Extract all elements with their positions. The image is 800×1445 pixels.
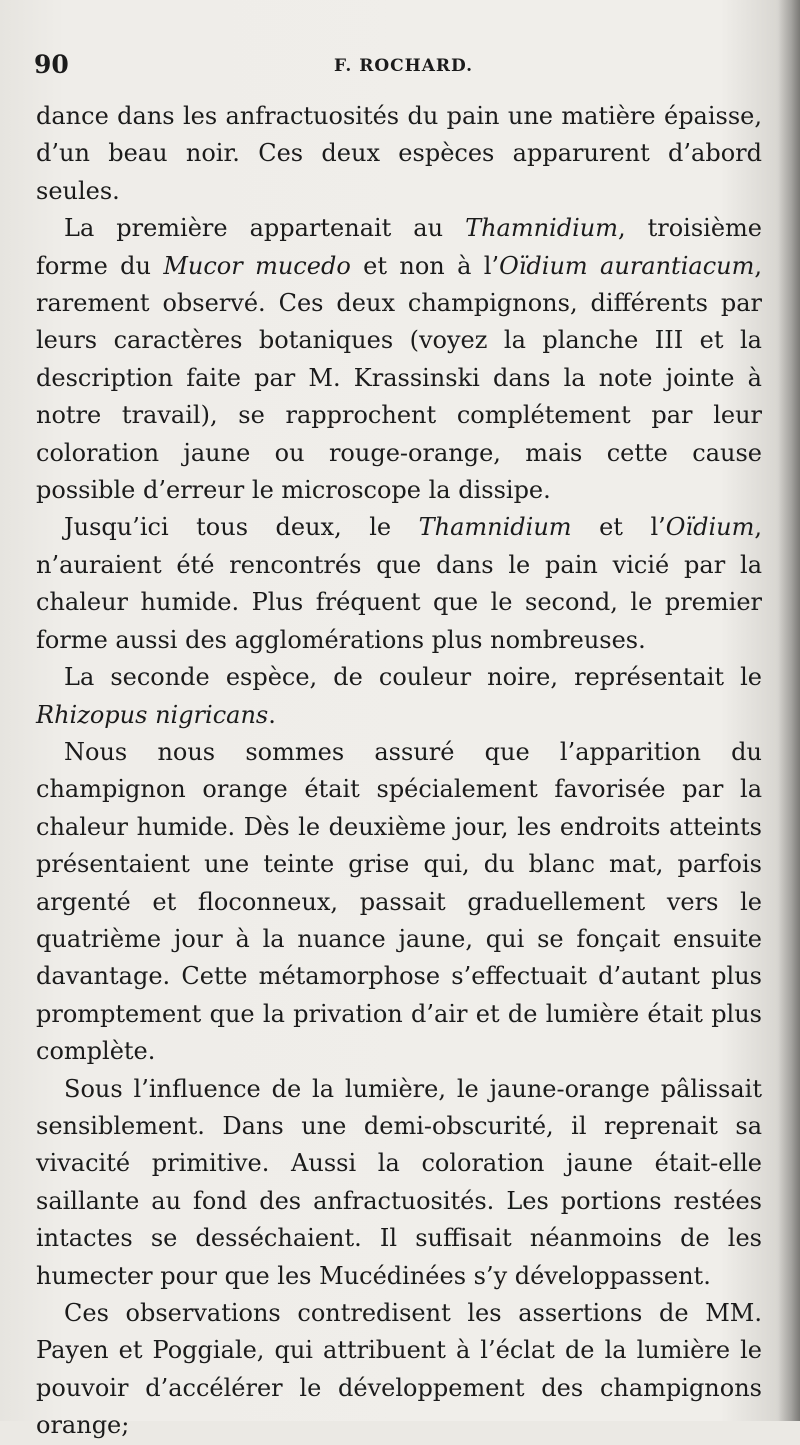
paragraph [36, 734, 762, 1071]
italic-term: Oïdium [665, 513, 755, 542]
text-run: , n’auraient été rencontrés que dans le pain vicié par la chaleur humide. Plus fréquent que le second, le premier forme aussi des agglomérations plus nombreuses. [36, 513, 762, 654]
italic-term: Thamnidium [418, 513, 572, 542]
text-run: , troisième forme du [36, 214, 762, 280]
text-run: dance dans les anfractuosités du pain une matière épaisse, d’un beau noir. Ces deux espèces apparurent d’abord seules. [36, 102, 762, 205]
text-run: et l’ [571, 513, 666, 542]
paragraph [36, 509, 762, 659]
paragraph [36, 659, 762, 734]
page-number: 90 [34, 50, 69, 79]
text-run: Nous nous sommes assuré que l’apparition du champignon orange était spécialement favorisée par la chaleur humide. Dès le deuxième jour, les endroits atteints présentaient une teinte grise qui, du blanc mat, parfois argenté et floconneux, passait graduellement vers le quatrième jour à la nuance jaune, qui se fonçait ensuite davantage. Cette métamorphose s’effectuait d’autant plus promptement que la privation d’air et de lumière était plus complète. [36, 737, 762, 1066]
text-run: . [268, 700, 276, 729]
text-run: La première appartenait au [64, 214, 466, 243]
text-run: La seconde espèce, de couleur noire, représentait le [64, 663, 762, 692]
text-run: et non à l’ [350, 251, 500, 280]
page-header [34, 50, 760, 84]
text-run: Ces observations contredisent les assertions de MM. Payen et Poggiale, qui attribuent à l’éclat de la lumière le pouvoir d’accélérer le développement des champignons orange; [36, 1299, 762, 1440]
text-run: , rarement observé. Ces deux champignons, différents par leurs caractères botaniques (voyez la planche III et la description faite par M. Krassinski dans la note jointe à notre travail), se rapprochent complétement par leur coloration jaune ou rouge-orange, mais cette cause possible d’erreur le microscope la dissipe. [36, 251, 762, 505]
paragraph [36, 210, 762, 509]
body-text [36, 98, 762, 1445]
running-head: F. ROCHARD. [334, 56, 474, 76]
text-run: Sous l’influence de la lumière, le jaune-orange pâlissait sensiblement. Dans une demi-obscurité, il reprenait sa vivacité primitive. Aussi la coloration jaune était-elle saillante au fond des anfractuosités. Les portions restées intactes se desséchaient. Il suffisait néanmoins de les humecter pour que les Mucédinées s’y développassent. [36, 1074, 762, 1290]
italic-term: Mucor mucedo [163, 251, 351, 280]
paragraph [36, 1295, 762, 1445]
paragraph [36, 98, 762, 210]
italic-term: Thamnidium [465, 214, 618, 243]
paragraph [36, 1071, 762, 1295]
text-run: Jusqu’ici tous deux, le [64, 513, 419, 542]
page-spine-shadow [778, 0, 800, 1421]
italic-term: Oïdium aurantiacum [499, 251, 755, 280]
italic-term: Rhizopus nigricans [36, 700, 269, 729]
